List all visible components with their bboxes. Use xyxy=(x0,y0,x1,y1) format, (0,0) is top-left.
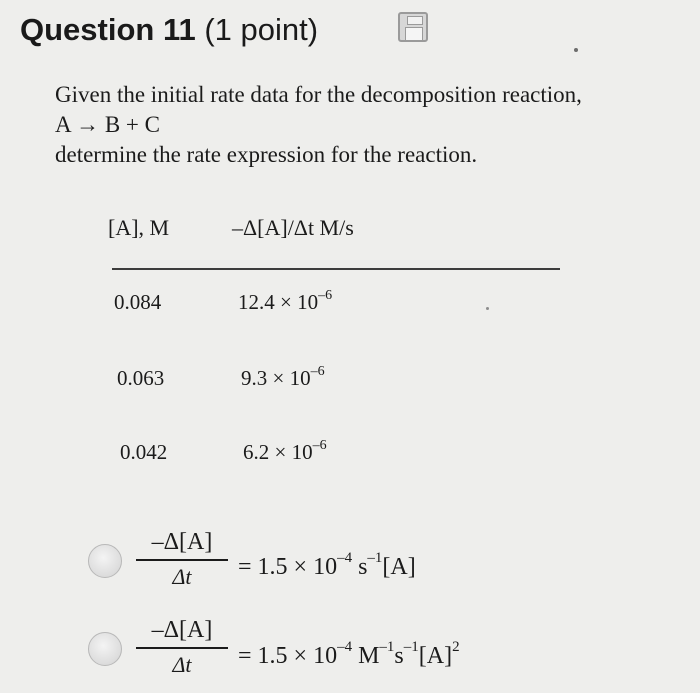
fraction-bar xyxy=(136,647,228,649)
option-2-numerator: –Δ[A] xyxy=(151,617,213,643)
table-header-rate: –Δ[A]/Δt M/s xyxy=(232,215,354,240)
table-cell-rate xyxy=(238,290,332,315)
question-number: Question 11 xyxy=(20,12,196,47)
save-icon-slot xyxy=(407,16,423,25)
save-icon[interactable] xyxy=(398,12,428,42)
rate-mantissa: 12.4 × 10 xyxy=(238,290,319,314)
option-2-unit-m-exp: –1 xyxy=(379,639,395,655)
option-2-fraction xyxy=(136,615,228,678)
option-2-concentration-term: [A] xyxy=(418,643,453,669)
table-cell-rate xyxy=(241,366,325,391)
option-1-denominator: Δt xyxy=(172,564,192,589)
rate-mantissa: 6.2 × 10 xyxy=(243,440,313,464)
table-cell-conc: 0.042 xyxy=(120,440,168,464)
option-1-unit-exp: –1 xyxy=(367,550,383,566)
cursor-mark xyxy=(574,48,578,52)
option-2-expression xyxy=(238,639,460,670)
prompt-line-1: Given the initial rate data for the decomposition reaction, xyxy=(55,82,582,107)
option-1-numerator: –Δ[A] xyxy=(151,529,213,555)
reaction-equation: A → B + C xyxy=(55,112,160,137)
answer-option-2-radio[interactable] xyxy=(88,632,122,666)
option-1-coefficient-exp: –4 xyxy=(337,550,353,566)
option-2-denominator: Δt xyxy=(172,652,192,677)
table-cell-conc: 0.063 xyxy=(117,366,165,390)
option-2-unit-s-exp: –1 xyxy=(403,639,419,655)
table-header-rule xyxy=(112,268,560,270)
option-1-coefficient: = 1.5 × 10 xyxy=(238,554,338,580)
question-points: (1 point) xyxy=(204,12,319,47)
option-2-unit-s: s xyxy=(394,643,404,669)
rate-exponent: –6 xyxy=(312,438,327,453)
option-1-fraction xyxy=(136,527,228,590)
stray-dot xyxy=(486,307,489,310)
table-header-concentration: [A], M xyxy=(108,215,170,240)
option-2-coefficient: = 1.5 × 10 xyxy=(238,643,338,669)
question-prompt xyxy=(55,80,582,170)
option-1-expression xyxy=(238,550,416,581)
save-icon-label-area xyxy=(405,27,423,41)
option-1-concentration-term: [A] xyxy=(382,554,416,580)
rate-exponent: –6 xyxy=(310,364,325,379)
question-title xyxy=(20,12,318,48)
table-cell-conc: 0.084 xyxy=(114,290,162,314)
rate-mantissa: 9.3 × 10 xyxy=(241,366,311,390)
option-2-coefficient-exp: –4 xyxy=(337,639,353,655)
fraction-bar xyxy=(136,559,228,561)
rate-exponent: –6 xyxy=(318,288,333,303)
answer-option-1-radio[interactable] xyxy=(88,544,122,578)
prompt-line-3: determine the rate expression for the reaction. xyxy=(55,142,478,167)
option-2-order-exp: 2 xyxy=(452,639,460,655)
option-1-unit: s xyxy=(352,554,368,580)
table-cell-rate xyxy=(243,440,327,465)
option-2-unit-m: M xyxy=(352,643,380,669)
